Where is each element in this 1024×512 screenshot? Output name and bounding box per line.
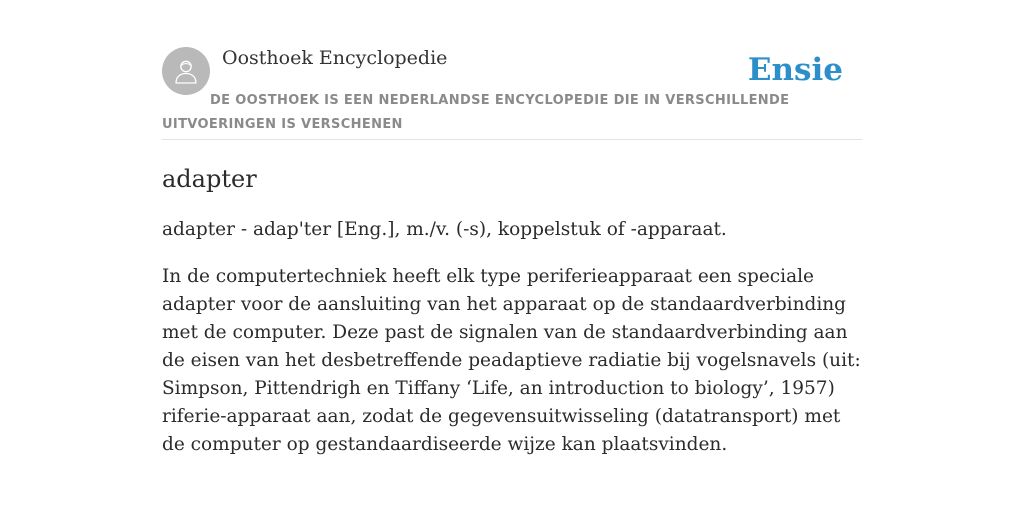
entry-title: adapter [162, 165, 257, 193]
avatar[interactable] [162, 47, 210, 95]
user-silhouette-icon [171, 56, 201, 86]
source-title[interactable]: Oosthoek Encyclopedie [222, 47, 448, 69]
page-content [162, 46, 862, 455]
source-description: DE OOSTHOEK IS EEN NEDERLANDSE ENCYCLOPEDIE DIE IN VERSCHILLENDE UITVOERINGEN IS VERSCHENEN [162, 93, 790, 132]
entry-definition: adapter - adap'ter [Eng.], m./v. (-s), koppelstuk of -apparaat. [162, 219, 727, 240]
entry-body: In de computertechniek heeft elk type periferieapparaat een speciale adapter voor de aansluiting van het apparaat op de standaardverbinding met de computer. Deze past de signalen van de standaardverbinding aan de eisen van het desbetreffende peadaptieve radiatie bij vogelsnavels (uit: Simpson, Pittendrigh en Tiffany ‘Life, an introduction to biology’, 1957) riferie-apparaat aan, zodat de gegevensuitwisseling (datatransport) met de computer op gestandaardiseerde wijze kan plaatsvinden. [162, 266, 861, 455]
source-header [162, 46, 862, 140]
ensie-logo[interactable]: Ensie [747, 52, 843, 88]
